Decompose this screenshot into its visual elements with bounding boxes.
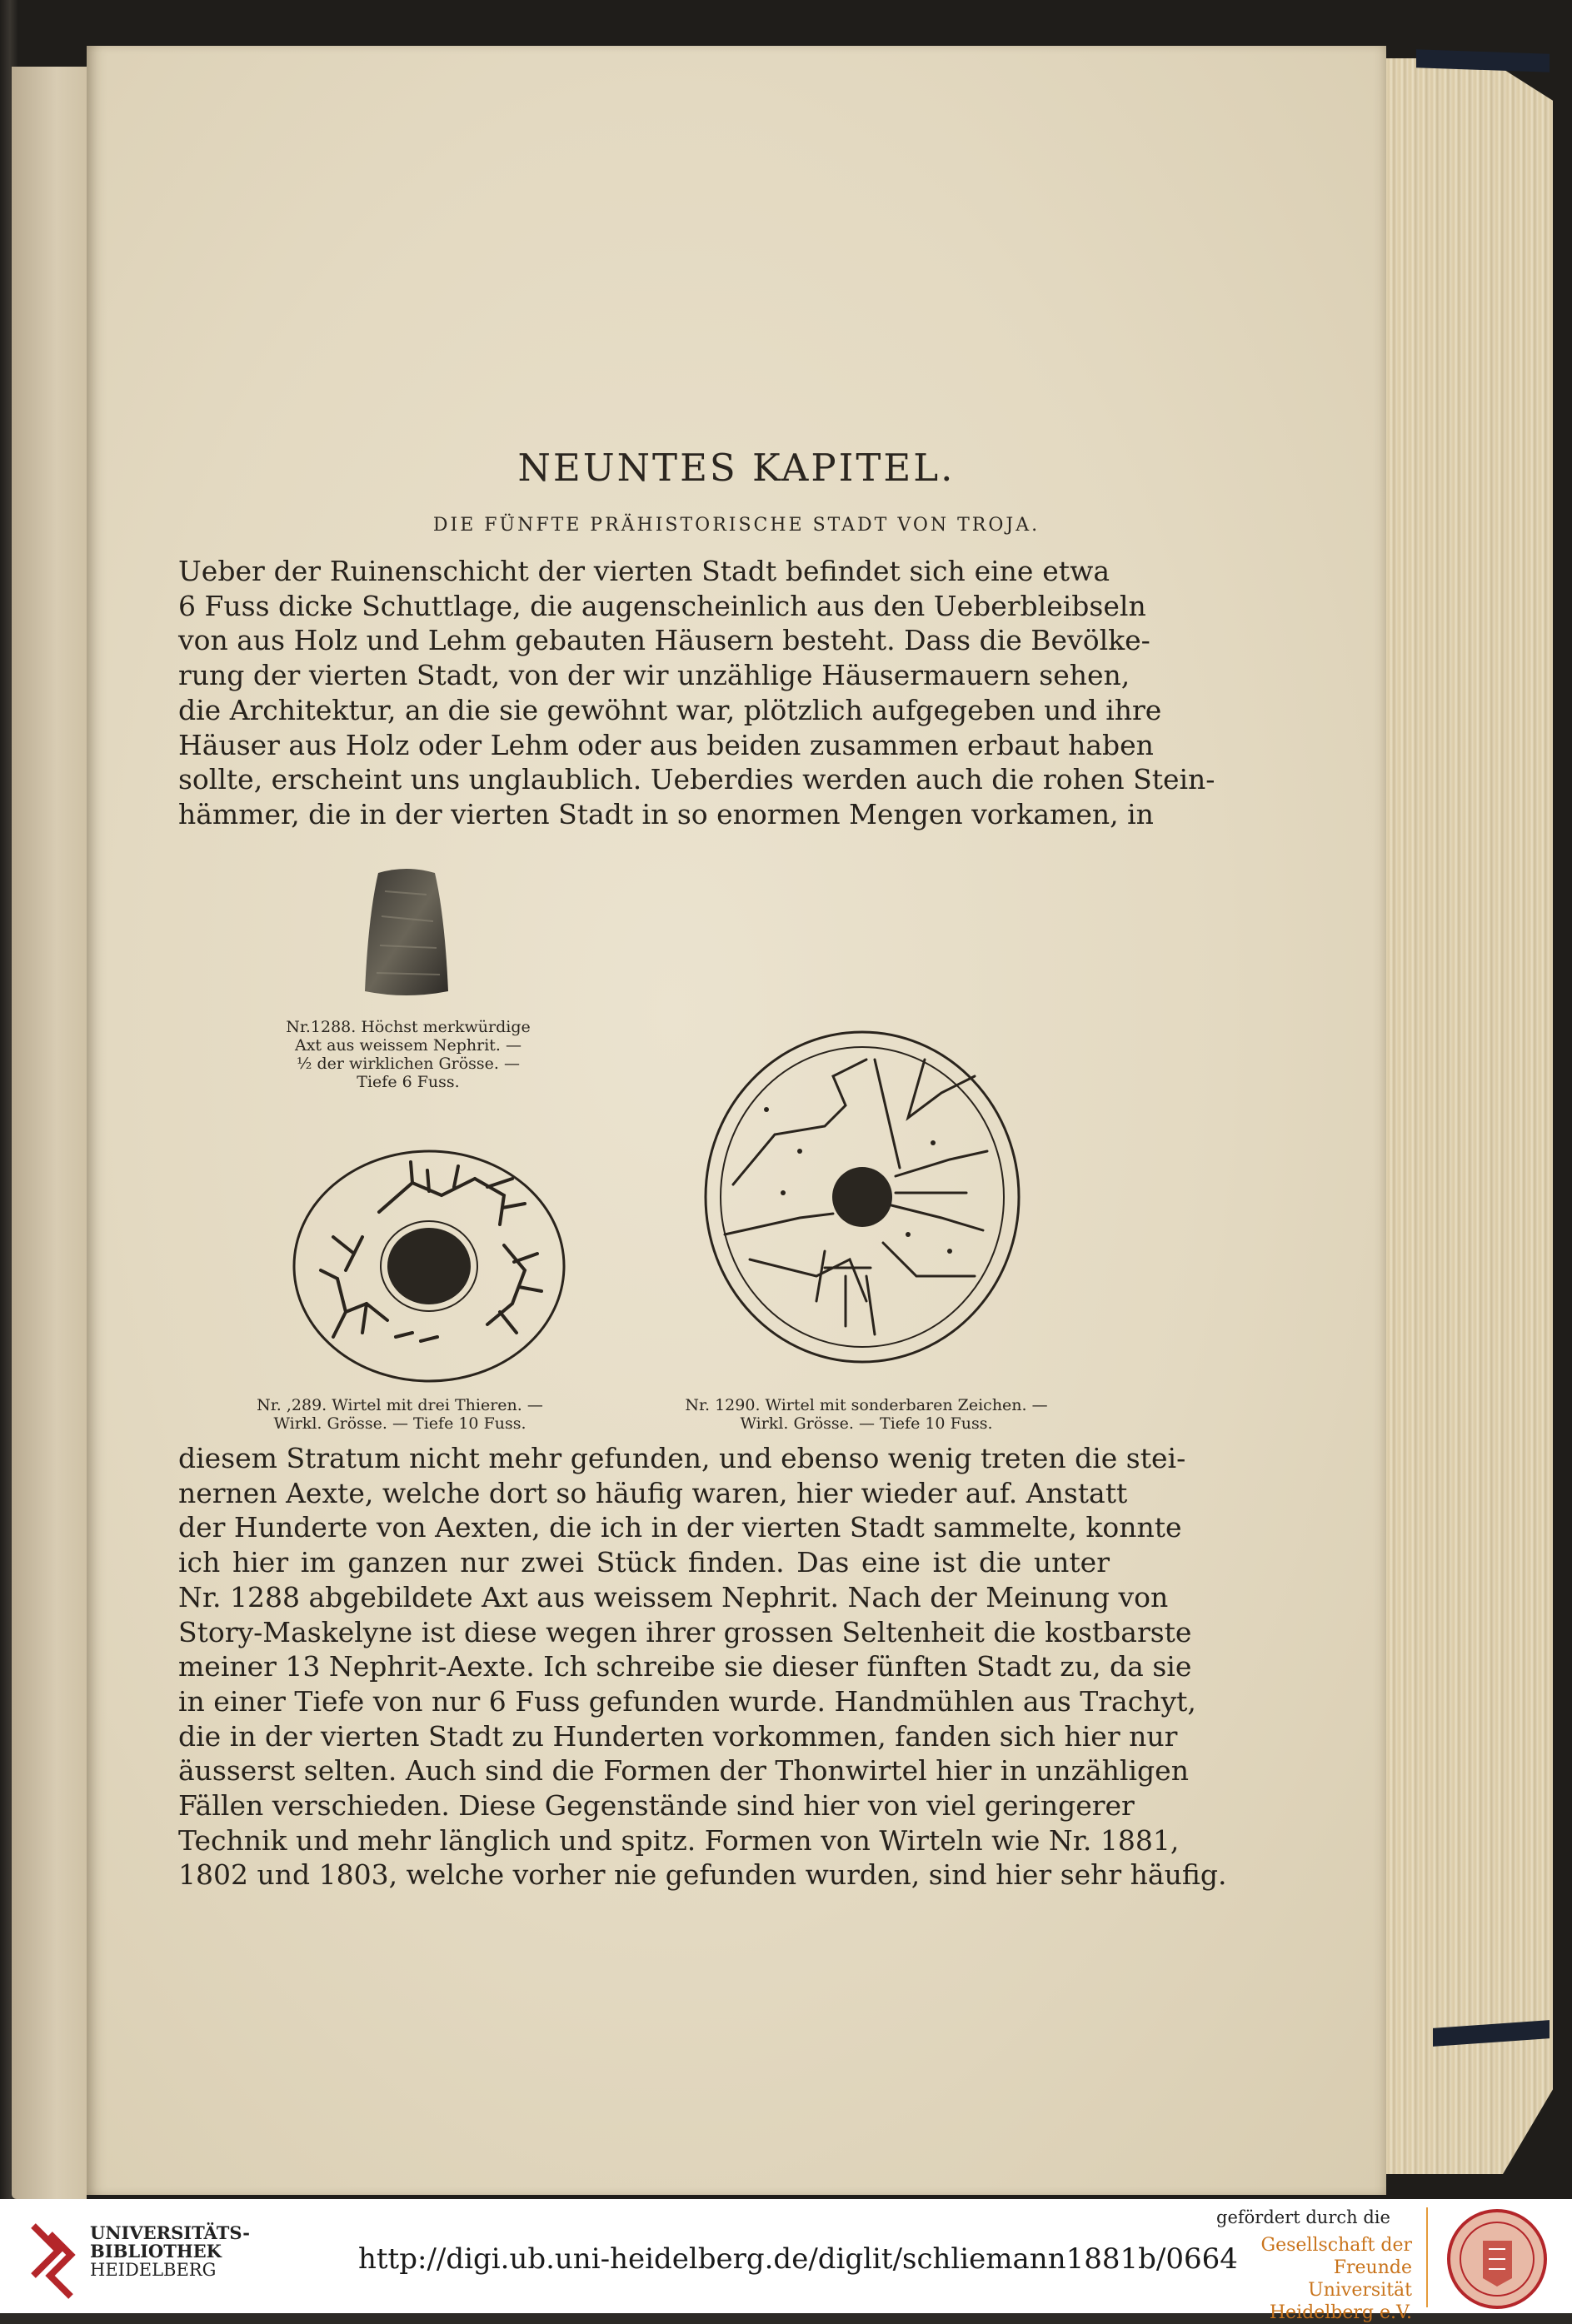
sponsor-label: gefördert durch die bbox=[1216, 2207, 1390, 2227]
caption-line: Tiefe 6 Fuss. bbox=[357, 1073, 460, 1091]
paragraph-2 bbox=[178, 1441, 1227, 1893]
library-line: UNIVERSITÄTS- bbox=[90, 2222, 250, 2243]
caption-line: Nr. 1290. Wirtel mit sonderbaren Zeichen. — bbox=[685, 1396, 1048, 1414]
text-line: meiner 13 Nephrit-Aexte. Ich schreibe sie dieser fünften Stadt zu, da sie bbox=[178, 1650, 1192, 1683]
chapter-title: NEUNTES KAPITEL. bbox=[517, 446, 956, 490]
university-seal-icon bbox=[1445, 2207, 1550, 2312]
text-line: rung der vierten Stadt, von der wir unzählige Häusermauern sehen, bbox=[178, 659, 1130, 692]
library-line: BIBLIOTHEK bbox=[90, 2241, 222, 2262]
caption-line: Wirkl. Grösse. — Tiefe 10 Fuss. bbox=[273, 1414, 526, 1433]
sponsor-name bbox=[1225, 2234, 1412, 2324]
text-line: nernen Aexte, welche dort so häufig waren, hier wieder auf. Anstatt bbox=[178, 1476, 1128, 1509]
text-line: Technik und mehr länglich und spitz. Formen von Wirteln wie Nr. 1881, bbox=[178, 1823, 1180, 1857]
university-library-logo bbox=[25, 2209, 83, 2301]
text-line: äusserst selten. Auch sind die Formen der Thonwirtel hier in unzähligen bbox=[178, 1754, 1189, 1788]
text-line: Häuser aus Holz oder Lehm oder aus beiden zusammen erbaut haben bbox=[178, 728, 1154, 761]
footer-divider bbox=[1426, 2207, 1428, 2307]
paragraph-1 bbox=[178, 554, 1215, 832]
sponsor-line: Gesellschaft der Freunde bbox=[1260, 2235, 1412, 2278]
text-line: 6 Fuss dicke Schuttlage, die augenscheinlich aus den Ueberbleibseln bbox=[178, 589, 1146, 622]
caption-line: Wirkl. Grösse. — Tiefe 10 Fuss. bbox=[740, 1414, 993, 1433]
figure-1288-caption bbox=[267, 1018, 550, 1091]
caption-line: Axt aus weissem Nephrit. — bbox=[295, 1036, 522, 1055]
text-line: diesem Stratum nicht mehr gefunden, und ebenso wenig treten die stei- bbox=[178, 1442, 1186, 1474]
whorl-three-animals-figure bbox=[287, 1145, 571, 1387]
chapter-subtitle: DIE FÜNFTE PRÄHISTORISCHE STADT VON TROJA. bbox=[432, 515, 1041, 536]
text-line: die in der vierten Stadt zu Hunderten vorkommen, fanden sich hier nur bbox=[178, 1719, 1178, 1753]
text-line: Ueber der Ruinenschicht der vierten Stadt befindet sich eine etwa bbox=[178, 555, 1110, 587]
text-line: Fällen verschieden. Diese Gegenstände sind hier von viel geringerer bbox=[178, 1789, 1135, 1823]
left-page-edge bbox=[12, 67, 87, 2199]
permalink-url[interactable]: http://digi.ub.uni-heidelberg.de/diglit/schliemann1881b/0664 bbox=[358, 2242, 1238, 2276]
text-line: Nr. 1288 abgebildete Axt aus weissem Nephrit. Nach der Meinung von bbox=[178, 1580, 1169, 1613]
text-line: in einer Tiefe von nur 6 Fuss gefunden wurde. Handmühlen aus Trachyt, bbox=[178, 1684, 1196, 1718]
figure-1289-caption bbox=[225, 1396, 575, 1433]
sponsor-line: Universität Heidelberg e.V. bbox=[1269, 2280, 1412, 2323]
text-line: Story-Maskelyne ist diese wegen ihrer grossen Seltenheit die kostbarste bbox=[178, 1615, 1192, 1648]
caption-line: ½ der wirklichen Grösse. — bbox=[297, 1055, 520, 1073]
page-block-edges bbox=[1386, 58, 1553, 2174]
university-library-name bbox=[90, 2224, 250, 2279]
library-line: HEIDELBERG bbox=[90, 2260, 217, 2280]
text-line: von aus Holz und Lehm gebauten Häusern besteht. Dass die Bevölke- bbox=[178, 624, 1150, 657]
text-line: der Hunderte von Aexten, die ich in der vierten Stadt sammelte, konnte bbox=[178, 1511, 1182, 1544]
nephrite-axe-figure bbox=[360, 866, 453, 1000]
text-line: ich hier im ganzen nur zwei Stück finden. Das eine ist die unter bbox=[178, 1546, 1110, 1579]
figure-1290-caption bbox=[650, 1396, 1083, 1433]
text-line: 1802 und 1803, welche vorher nie gefunden wurden, sind hier sehr häufig. bbox=[178, 1858, 1227, 1892]
caption-line: Nr. ,289. Wirtel mit drei Thieren. — bbox=[257, 1396, 543, 1414]
caption-line: Nr.1288. Höchst merkwürdige bbox=[286, 1018, 531, 1036]
text-line: sollte, erscheint uns unglaublich. Ueberdies werden auch die rohen Stein- bbox=[178, 763, 1215, 796]
text-line: hämmer, die in der vierten Stadt in so enormen Mengen vorkamen, in bbox=[178, 797, 1154, 830]
whorl-strange-signs-figure bbox=[700, 1026, 1025, 1368]
text-line: die Architektur, an die sie gewöhnt war, plötzlich aufgegeben und ihre bbox=[178, 693, 1162, 726]
